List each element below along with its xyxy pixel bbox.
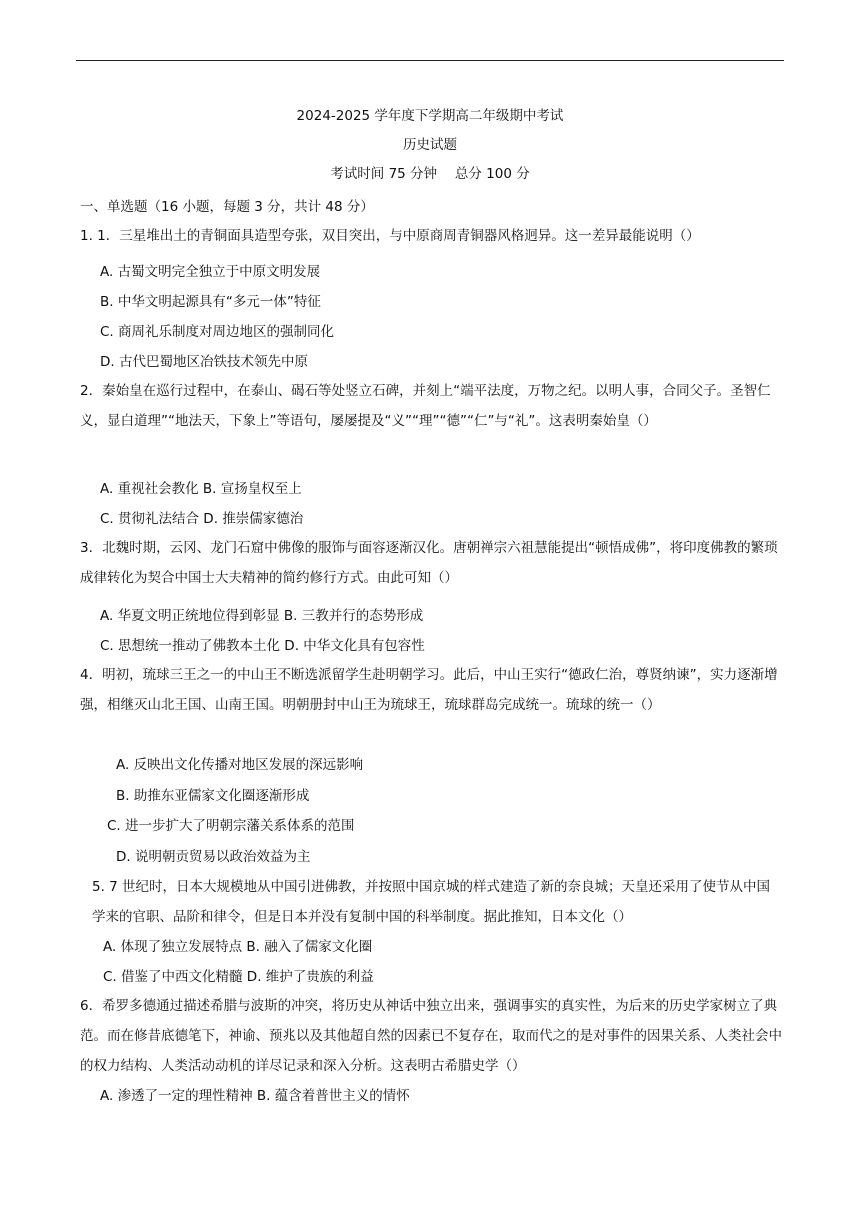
question-1-option-b: B. 中华文明起源具有“多元一体”特征 — [100, 294, 321, 310]
exam-info: 考试时间 75 分钟 总分 100 分 — [330, 166, 530, 182]
question-6-stem: 6．希罗多德通过描述希腊与波斯的冲突，将历史从神话中独立出来，强调事实的真实性，为后来的历史学家树立了典范。而在修昔底德笔下，神谕、预兆以及其他超自然的因素已不复存在，取而代之的是对事件的因果关系、人类社会中的权力结构、人类活动动机的详尽记录和深入分析。这表明古希腊史学（） — [80, 998, 782, 1074]
question-1-option-a: A. 古蜀文明完全独立于中原文明发展 — [100, 264, 321, 280]
question-5-options-ab: A. 体现了独立发展特点 B. 融入了儒家文化圈 — [103, 939, 373, 955]
question-4-option-b: B. 助推东亚儒家文化圈逐渐形成 — [116, 788, 310, 804]
question-1-option-d: D. 古代巴蜀地区冶铁技术领先中原 — [100, 354, 308, 370]
exam-subject: 历史试题 — [403, 137, 457, 153]
question-3-options-cd: C. 思想统一推动了佛教本土化 D. 中华文化具有包容性 — [100, 638, 425, 654]
question-5-options-cd: C. 借鉴了中西文化精髓 D. 维护了贵族的利益 — [103, 969, 374, 985]
question-3-stem: 3．北魏时期，云冈、龙门石窟中佛像的服饰与面容逐渐汉化。唐朝禅宗六祖慧能提出“顿悟成佛”，将印度佛教的繁琐成律转化为契合中国士大夫精神的简约修行方式。由此可知（） — [80, 540, 778, 586]
question-5-stem: 5. 7 世纪时，日本大规模地从中国引进佛教，并按照中国京城的样式建造了新的奈良城；天皇还采用了使节从中国学来的官职、品阶和律令，但是日本并没有复制中国的科举制度。据此推知，日本文化（） — [92, 879, 771, 925]
top-rule — [76, 60, 784, 61]
question-4-option-a: A. 反映出文化传播对地区发展的深远影响 — [116, 757, 364, 773]
question-1-option-c: C. 商周礼乐制度对周边地区的强制同化 — [100, 324, 335, 340]
question-2-options-ab: A. 重视社会教化 B. 宣扬皇权至上 — [100, 481, 302, 497]
question-4-option-c: C. 进一步扩大了明朝宗藩关系体系的范围 — [107, 818, 355, 834]
question-2-options-cd: C. 贯彻礼法结合 D. 推崇儒家德治 — [100, 511, 304, 527]
exam-title: 2024-2025 学年度下学期高二年级期中考试 — [296, 108, 564, 124]
question-2-stem: 2．秦始皇在巡行过程中，在泰山、碣石等处竖立石碑，并刻上“端平法度，万物之纪。以明人事，合同父子。圣智仁义，显白道理”“地法天，下象上”等语句，屡屡提及“义”“理”“德”“仁”与“礼”。这表明秦始皇（） — [80, 383, 771, 429]
question-3-options-ab: A. 华夏文明正统地位得到彰显 B. 三教并行的态势形成 — [100, 608, 424, 624]
section-heading: 一、单选题（16 小题，每题 3 分，共计 48 分） — [80, 199, 374, 215]
question-4-option-d: D. 说明朝贡贸易以政治效益为主 — [116, 849, 311, 865]
question-6-options-ab: A. 渗透了一定的理性精神 B. 蕴含着普世主义的情怀 — [100, 1088, 410, 1104]
question-4-stem: 4．明初，琉球三王之一的中山王不断选派留学生赴明朝学习。此后，中山王实行“德政仁治，尊贤纳谏”，实力逐渐增强，相继灭山北王国、山南王国。明朝册封中山王为琉球王，琉球群岛完成统一。琉球的统一（） — [80, 667, 778, 713]
question-1-stem: 1. 1．三星堆出土的青铜面具造型夸张，双目突出，与中原商周青铜器风格迥异。这一差异最能说明（） — [80, 228, 700, 244]
